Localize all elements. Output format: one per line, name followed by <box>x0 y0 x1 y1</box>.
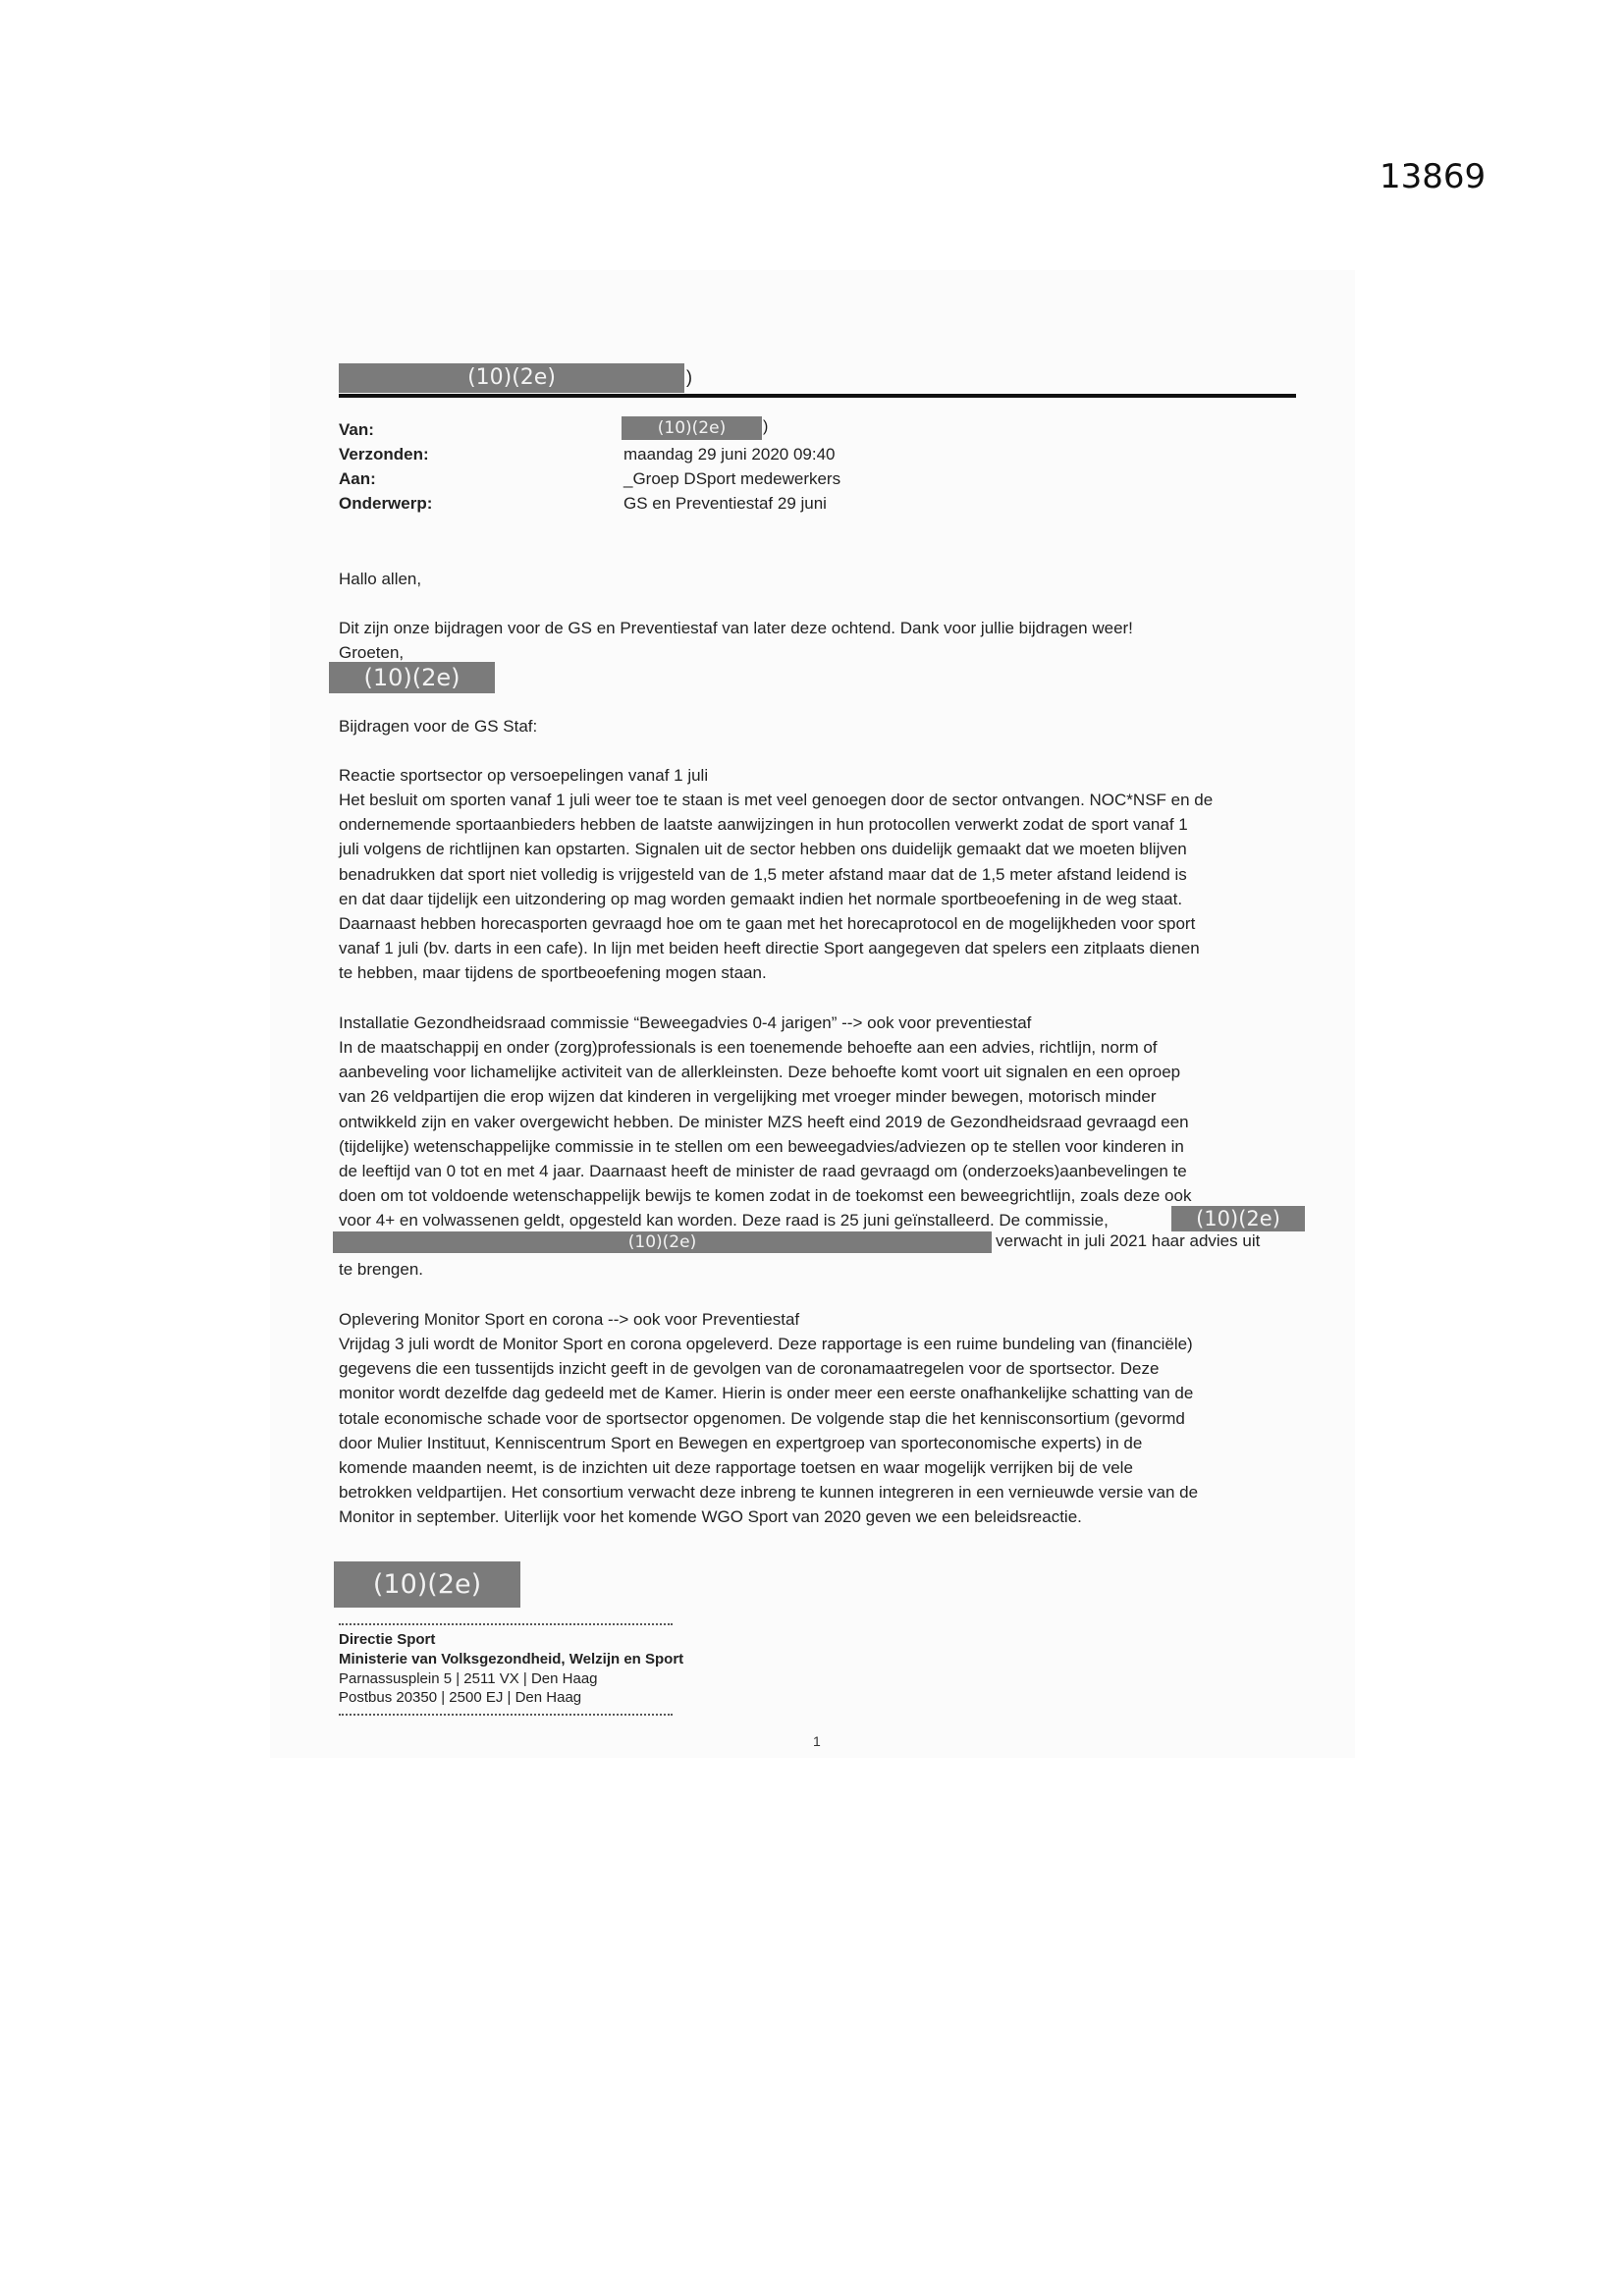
separator-dots <box>339 1623 673 1625</box>
text-line: ontwikkeld zijn en vaker overgewicht hebben. De minister MZS heeft eind 2019 de Gezondheidsraad gevraagd een <box>339 1112 1189 1131</box>
text-line: Monitor in september. Uiterlijk voor het komende WGO Sport van 2020 geven we een beleidsreactie. <box>339 1507 1082 1527</box>
redaction-block <box>333 1231 992 1253</box>
document-number: 13869 <box>1380 157 1487 196</box>
header-rule <box>339 394 1296 398</box>
redaction-block <box>622 416 762 440</box>
redaction-block <box>1171 1206 1305 1231</box>
section-body-end: te brengen. <box>339 1260 424 1279</box>
text-line: de leeftijd van 0 tot en met 4 jaar. Daarnaast heeft de minister de raad gevraagd om (onderzoeks)aanbevelingen te <box>339 1162 1187 1181</box>
text-line: komende maanden neemt, is de inzichten uit deze rapportage toetsen en waar mogelijk verrijken bij de vele <box>339 1458 1133 1478</box>
bijdragen-heading: Bijdragen voor de GS Staf: <box>339 717 538 736</box>
redaction-label: (10)(2e) <box>627 1232 697 1252</box>
text-line: en dat daar tijdelijk een uitzondering op mag worden gemaakt indien het normale sportbeoefening in de weg staat. <box>339 889 1183 908</box>
section-title-sportsector: Reactie sportsector op versoepelingen vanaf 1 juli <box>339 766 709 785</box>
section-title-gezondheidsraad: Installatie Gezondheidsraad commissie “Beweegadvies 0-4 jarigen” --> ook voor preventiestaf <box>339 1013 1032 1032</box>
van-label: Van: <box>339 420 374 439</box>
redaction-label: (10)(2e) <box>657 418 727 438</box>
text-line: In de maatschappij en onder (zorg)professionals is een toenemende behoefte aan een advies, richtlijn, norm of <box>339 1038 1158 1057</box>
intro-text: Dit zijn onze bijdragen voor de GS en Preventiestaf van later deze ochtend. Dank voor jullie bijdragen weer! <box>339 619 1133 637</box>
text-line: te hebben, maar tijdens de sportbeoefening mogen staan. <box>339 963 767 983</box>
text-line: aanbeveling voor lichamelijke activiteit van de allerkleinsten. Deze behoefte komt voort uit signalen en een oproep <box>339 1063 1181 1082</box>
redaction-block <box>329 662 495 693</box>
signature-address-2: Postbus 20350 | 2500 EJ | Den Haag <box>339 1689 582 1706</box>
redaction-label: (10)(2e) <box>1196 1207 1280 1230</box>
redaction-label: (10)(2e) <box>372 1569 482 1600</box>
separator-dots <box>339 1714 673 1716</box>
text-line: juli volgens de richtlijnen kan opstarten. Signalen uit de sector hebben ons duidelijk gemaakt dat we moeten blijven <box>339 840 1187 859</box>
section-body-sportsector <box>339 788 1301 986</box>
redaction-label: (10)(2e) <box>467 365 556 390</box>
text-line: voor 4+ en volwassenen geldt, opgesteld kan worden. Deze raad is 25 juni geïnstalleerd. De commissie, <box>339 1211 1109 1230</box>
redaction-label: (10)(2e) <box>363 664 460 691</box>
text-line: benadrukken dat sport niet volledig is vrijgesteld van de 1,5 meter afstand maar dat de 1,5 meter afstand leidend is <box>339 864 1187 884</box>
text-line: monitor wordt dezelfde dag gedeeld met de Kamer. Hierin is onder meer een eerste onafhankelijke schatting van de <box>339 1384 1194 1403</box>
text-line: (tijdelijke) wetenschappelijke commissie in te stellen om een beweegadvies/adviezen op te stellen voor kinderen in <box>339 1136 1184 1156</box>
text-line: Het besluit om sporten vanaf 1 juli weer toe te staan is met veel genoegen door de sector ontvangen. NOC*NSF en de <box>339 791 1214 809</box>
section-body-monitor <box>339 1332 1301 1530</box>
text-line: van 26 veldpartijen die erop wijzen dat kinderen in vergelijking met vroeger minder bewegen, motorisch minder <box>339 1087 1157 1107</box>
text-line: gegevens die een tussentijds inzicht geeft in de gevolgen van de coronamaatregelen voor de sportsector. Deze <box>339 1359 1160 1379</box>
header-paren: ) <box>686 367 692 387</box>
greeting: Hallo allen, <box>339 570 422 588</box>
section-body-gezondheidsraad <box>339 1035 1301 1233</box>
section-title-monitor: Oplevering Monitor Sport en corona --> ook voor Preventiestaf <box>339 1310 800 1329</box>
groeten: Groeten, <box>339 643 405 662</box>
aan-value: _Groep DSport medewerkers <box>623 469 841 488</box>
text-line: doen om tot voldoende wetenschappelijk bewijs te komen zodat in de toekomst een beweegrichtlijn, zoals deze ook <box>339 1186 1192 1206</box>
text-line: ondernemende sportaanbieders hebben de laatste aanwijzingen in hun protocollen verwerkt zodat de sport vanaf 1 <box>339 815 1188 835</box>
text-line: betrokken veldpartijen. Het consortium verwacht deze inbreng te kunnen integreren in een vernieuwde versie van de <box>339 1483 1199 1503</box>
signature-ministry: Ministerie van Volksgezondheid, Welzijn en Sport <box>339 1651 684 1667</box>
page-number: 1 <box>813 1733 821 1749</box>
text-line: Vrijdag 3 juli wordt de Monitor Sport en corona opgeleverd. Deze rapportage is een ruime bundeling van (financiële) <box>339 1335 1193 1353</box>
aan-label: Aan: <box>339 469 376 488</box>
text-line: door Mulier Instituut, Kenniscentrum Sport en Bewegen en expertgroep van sporteconomische experts) in de <box>339 1433 1143 1452</box>
van-paren: ) <box>763 418 769 435</box>
text-line: totale economische schade voor de sportsector opgenomen. De volgende stap die het kennisconsortium (gevormd <box>339 1408 1185 1428</box>
signature-dept: Directie Sport <box>339 1631 436 1648</box>
section-body-continuation: verwacht in juli 2021 haar advies uit <box>996 1231 1261 1250</box>
redaction-block <box>339 363 684 393</box>
onderwerp-label: Onderwerp: <box>339 494 433 513</box>
signature-address-1: Parnassusplein 5 | 2511 VX | Den Haag <box>339 1670 598 1687</box>
verzonden-label: Verzonden: <box>339 445 429 464</box>
verzonden-value: maandag 29 juni 2020 09:40 <box>623 445 836 464</box>
onderwerp-value: GS en Preventiestaf 29 juni <box>623 494 827 513</box>
signature-redaction <box>334 1561 520 1608</box>
text-line: vanaf 1 juli (bv. darts in een cafe). In lijn met beiden heeft directie Sport aangegeven dat spelers een zitplaats dienen <box>339 939 1200 958</box>
text-line: Daarnaast hebben horecasporten gevraagd hoe om te gaan met het horecaprotocol en de mogelijkheden voor sport <box>339 914 1196 934</box>
